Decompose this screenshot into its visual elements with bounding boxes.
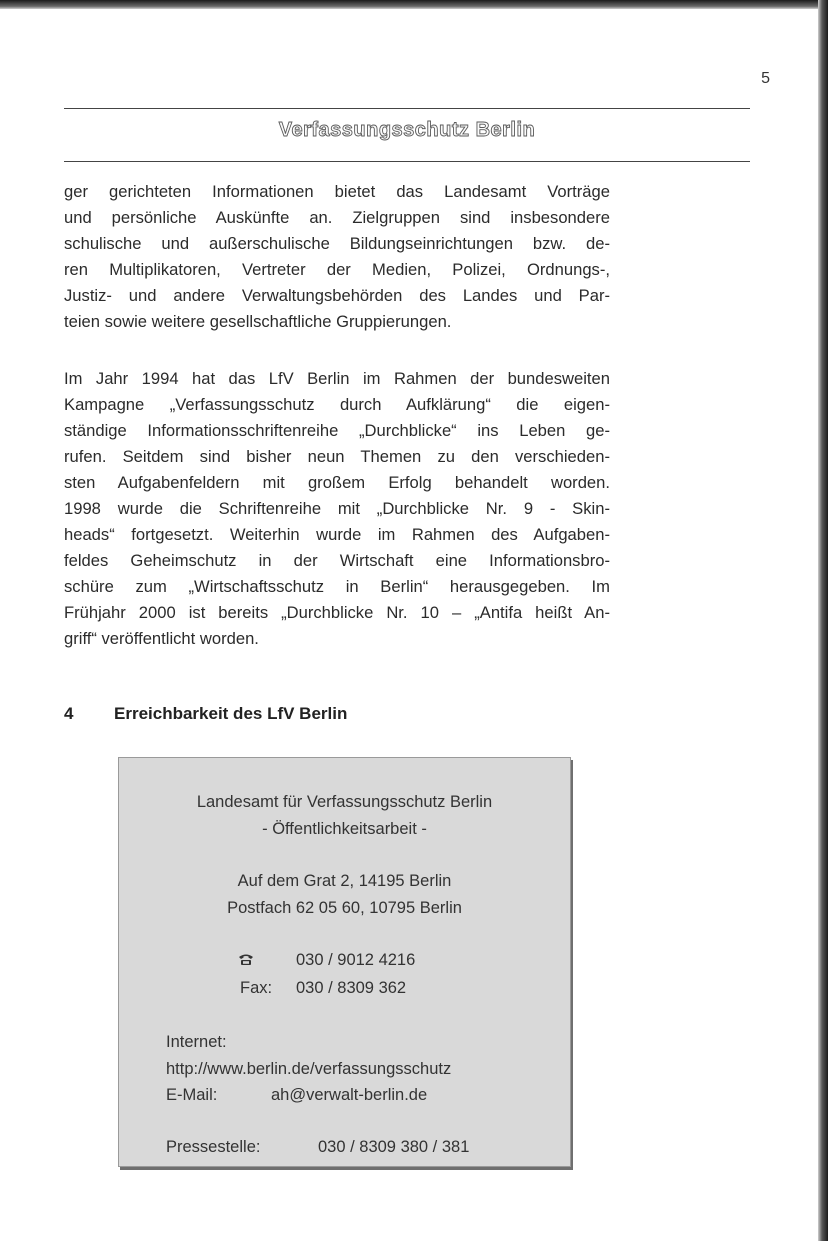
text-line: sten Aufgabenfeldern mit großem Erfolg behandelt worden.: [64, 473, 610, 492]
text-line: schulische und außerschulische Bildungseinrichtungen bzw. de-: [64, 234, 610, 253]
contact-dept: - Öffentlichkeitsarbeit -: [262, 820, 427, 838]
text-line: heads“ fortgesetzt. Weiterhin wurde im Rahmen des Aufgaben-: [64, 525, 610, 544]
contact-address: Auf dem Grat 2, 14195 Berlin: [237, 872, 452, 890]
text-line: 1998 wurde die Schriftenreihe mit „Durchblicke Nr. 9 - Skin-: [64, 499, 610, 518]
text-line: Frühjahr 2000 ist bereits „Durchblicke Nr. 10 – „Antifa heißt An-: [64, 603, 610, 622]
section-title: Erreichbarkeit des LfV Berlin: [114, 704, 348, 723]
press-phone: 030 / 8309 380 / 381: [318, 1138, 470, 1156]
text-line: feldes Geheimschutz in der Wirtschaft eine Informationsbro-: [64, 551, 610, 570]
internet-label: Internet:: [166, 1033, 227, 1051]
section-heading: [64, 704, 347, 724]
text-line: und persönliche Auskünfte an. Zielgruppen sind insbesondere: [64, 208, 610, 227]
text-line: schüre zum „Wirtschaftsschutz in Berlin“ herausgegeben. Im: [64, 577, 610, 596]
paragraph-2: [64, 366, 610, 652]
text-line: ger gerichteten Informationen bietet das Landesamt Vorträge: [64, 182, 610, 201]
header-rule-bottom: [64, 161, 750, 162]
scan-edge-right: [818, 0, 828, 1241]
text-line: griff“ veröffentlicht worden.: [64, 629, 259, 648]
press-label: Pressestelle:: [166, 1138, 261, 1156]
contact-postbox: Postfach 62 05 60, 10795 Berlin: [227, 899, 462, 917]
phone-number: 030 / 9012 4216: [296, 951, 416, 969]
fax-number: 030 / 8309 362: [296, 979, 407, 997]
scan-edge-top: [0, 0, 828, 9]
paragraph-1: [64, 179, 610, 335]
website-link: http://www.berlin.de/verfassungsschutz: [166, 1060, 452, 1078]
text-line: Kampagne „Verfassungsschutz durch Aufklärung“ die eigen-: [64, 395, 610, 414]
page-number: 5: [761, 70, 770, 87]
text-line: teien sowie weitere gesellschaftliche Gruppierungen.: [64, 312, 452, 331]
text-line: ständige Informationsschriftenreihe „Durchblicke“ ins Leben ge-: [64, 421, 610, 440]
text-line: rufen. Seitdem sind bisher neun Themen zu den verschieden-: [64, 447, 610, 466]
text-line: ren Multiplikatoren, Vertreter der Medien, Polizei, Ordnungs-,: [64, 260, 610, 279]
email-address: ah@verwalt-berlin.de: [271, 1086, 428, 1104]
contact-box: [118, 757, 571, 1167]
text-line: Justiz- und andere Verwaltungsbehörden des Landes und Par-: [64, 286, 610, 305]
contact-org: Landesamt für Verfassungsschutz Berlin: [196, 793, 493, 811]
fax-label: Fax:: [240, 979, 273, 997]
email-label: E-Mail:: [166, 1086, 218, 1104]
running-head: Verfassungsschutz Berlin: [278, 119, 536, 141]
text-line: Im Jahr 1994 hat das LfV Berlin im Rahmen der bundesweiten: [64, 369, 610, 388]
telephone-icon: [238, 951, 254, 967]
header-rule-top: [64, 108, 750, 109]
section-number: 4: [64, 704, 74, 723]
